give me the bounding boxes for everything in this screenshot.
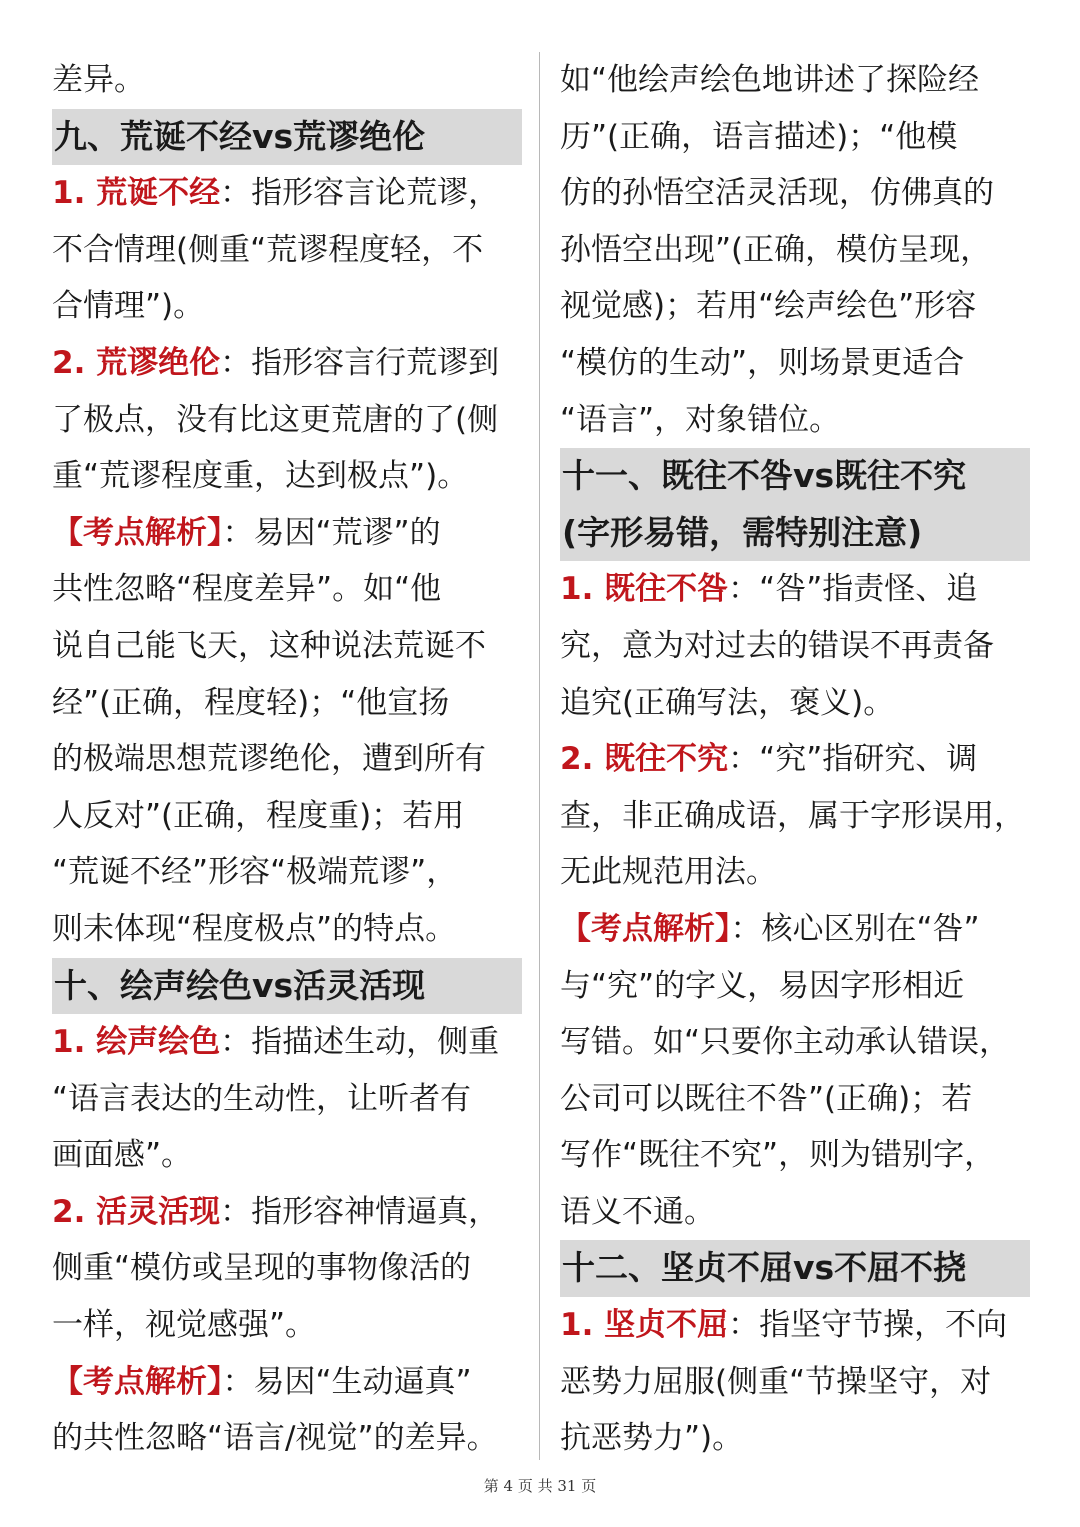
line-text: “语言表达的生动性，让听者有: [52, 1080, 472, 1117]
text-line: [52, 1410, 522, 1467]
line-text: (字形易错，需特别注意): [562, 512, 923, 552]
text-line: [52, 448, 522, 505]
line-text: 恶势力屈服(侧重“节操坚守，对: [560, 1363, 992, 1400]
line-text: 差异。: [52, 62, 145, 98]
line-text: 的极端思想荒谬绝伦，遭到所有: [52, 741, 486, 778]
line-text: 写作“既往不究”，则为错别字，: [560, 1137, 996, 1174]
text-line: [52, 788, 522, 845]
highlight-term: 【考点解析】: [560, 910, 731, 947]
line-text: ：指形容神情逼真，: [220, 1193, 500, 1230]
section-heading: [560, 505, 1030, 562]
text-line: [560, 1354, 1030, 1411]
highlight-term: 1. 既往不咎: [560, 571, 729, 608]
highlight-term: 1. 坚贞不屈: [560, 1307, 729, 1344]
line-text: 人反对”(正确，程度重)；若用: [52, 797, 465, 834]
line-text: 视觉感)；若用“绘声绘色”形容: [560, 288, 977, 325]
highlight-term: 2. 活灵活现: [52, 1193, 221, 1230]
line-text: 如“他绘声绘色地讲述了探险经: [560, 62, 980, 98]
line-text: “模仿的生动”，则场景更适合: [560, 344, 965, 381]
section-heading: [52, 109, 522, 166]
right-column: [560, 52, 1030, 1467]
text-line: [560, 1410, 1030, 1467]
text-line: [560, 392, 1030, 449]
text-line: [560, 52, 1030, 109]
line-text: 一样，视觉感强”。: [52, 1307, 317, 1344]
text-line: [560, 731, 1030, 788]
line-text: 不合情理(侧重“荒谬程度轻，不: [52, 231, 484, 268]
line-text: ：易因“生动逼真”: [222, 1363, 472, 1400]
text-line: [52, 675, 522, 732]
text-line: [52, 1184, 522, 1241]
text-line: [560, 1184, 1030, 1241]
text-line: [560, 675, 1030, 732]
text-line: [560, 901, 1030, 958]
text-line: [560, 561, 1030, 618]
line-text: 则未体现“程度极点”的特点。: [52, 910, 457, 947]
text-line: [560, 618, 1030, 675]
text-line: [560, 844, 1030, 901]
line-text: 孙悟空出现”(正确，模仿呈现，: [560, 231, 992, 268]
line-text: 经”(正确，程度轻)；“他宣扬: [52, 684, 450, 721]
line-text: 的共性忽略“语言/视觉”的差异。: [52, 1420, 498, 1457]
text-line: [560, 1297, 1030, 1354]
line-text: 说自己能飞天，这种说法荒诞不: [52, 627, 486, 664]
line-text: “荒诞不经”形容“极端荒谬”，: [52, 854, 458, 891]
text-line: [560, 222, 1030, 279]
line-text: “语言”，对象错位。: [560, 401, 841, 438]
page-footer: 第 4 页 共 31 页: [483, 1477, 597, 1495]
line-text: 十一、既往不咎vs既往不究: [562, 456, 967, 496]
line-text: 语义不通。: [560, 1193, 715, 1230]
text-line: [560, 109, 1030, 166]
text-line: [52, 222, 522, 279]
text-line: [52, 731, 522, 788]
left-column: [52, 52, 522, 1467]
highlight-term: 【考点解析】: [52, 1363, 223, 1400]
line-text: ：易因“荒谬”的: [222, 514, 441, 551]
text-line: [52, 1354, 522, 1411]
line-text: 历”(正确，语言描述)；“他模: [560, 118, 958, 155]
text-line: [52, 844, 522, 901]
highlight-term: 2. 既往不究: [560, 741, 729, 778]
text-line: [560, 278, 1030, 335]
highlight-term: 1. 荒诞不经: [52, 175, 221, 212]
line-text: 抗恶势力”)。: [560, 1420, 744, 1457]
line-text: 了极点，没有比这更荒唐的了(侧: [52, 401, 499, 438]
line-text: 追究(正确写法，褒义)。: [560, 684, 895, 721]
text-line: [52, 561, 522, 618]
text-line: [52, 1127, 522, 1184]
text-line: [52, 392, 522, 449]
line-text: 十二、坚贞不屈vs不屈不挠: [562, 1248, 967, 1288]
line-text: 仿的孙悟空活灵活现，仿佛真的: [560, 175, 994, 212]
text-line: [52, 278, 522, 335]
text-line: [52, 165, 522, 222]
text-line: [560, 1071, 1030, 1128]
line-text: 重“荒谬程度重，达到极点”)。: [52, 458, 469, 495]
text-line: [560, 165, 1030, 222]
line-text: 究，意为对过去的错误不再责备: [560, 627, 994, 664]
section-heading: [560, 1240, 1030, 1297]
line-text: ：指坚守节操，不向: [728, 1307, 1008, 1344]
line-text: 无此规范用法。: [560, 854, 777, 891]
text-line: [52, 505, 522, 562]
text-line: [52, 1014, 522, 1071]
line-text: 查，非正确成语，属于字形误用，: [560, 797, 1025, 834]
line-text: 侧重“模仿或呈现的事物像活的: [52, 1250, 472, 1287]
line-text: 写错。如“只要你主动承认错误，: [560, 1024, 1011, 1061]
highlight-term: 1. 绘声绘色: [52, 1024, 221, 1061]
column-divider: [539, 52, 540, 1460]
text-line: [52, 1240, 522, 1297]
text-line: [560, 1014, 1030, 1071]
text-line: [52, 1071, 522, 1128]
text-line: [52, 1297, 522, 1354]
highlight-term: 2. 荒谬绝伦: [52, 344, 221, 381]
section-heading: [52, 958, 522, 1015]
section-heading: [560, 448, 1030, 505]
text-line: [52, 618, 522, 675]
line-text: ：指形容言论荒谬，: [220, 175, 500, 212]
line-text: ：指描述生动，侧重: [220, 1024, 500, 1061]
text-line: [560, 1127, 1030, 1184]
line-text: ：“咎”指责怪、追: [728, 571, 978, 608]
line-text: ：“究”指研究、调: [728, 741, 978, 778]
text-line: [52, 335, 522, 392]
line-text: ：核心区别在“咎”: [730, 910, 980, 947]
line-text: 合情理”)。: [52, 288, 205, 325]
text-line: [52, 52, 522, 109]
line-text: 与“究”的字义，易因字形相近: [560, 967, 965, 1004]
text-line: [560, 788, 1030, 845]
line-text: 公司可以既往不咎”(正确)；若: [560, 1080, 973, 1117]
line-text: ：指形容言行荒谬到: [220, 344, 500, 381]
line-text: 画面感”。: [52, 1137, 193, 1174]
text-line: [560, 958, 1030, 1015]
line-text: 十、绘声绘色vs活灵活现: [54, 965, 426, 1005]
line-text: 共性忽略“程度差异”。如“他: [52, 571, 442, 608]
text-line: [52, 901, 522, 958]
line-text: 九、荒诞不经vs荒谬绝伦: [54, 116, 426, 156]
text-line: [560, 335, 1030, 392]
highlight-term: 【考点解析】: [52, 514, 223, 551]
